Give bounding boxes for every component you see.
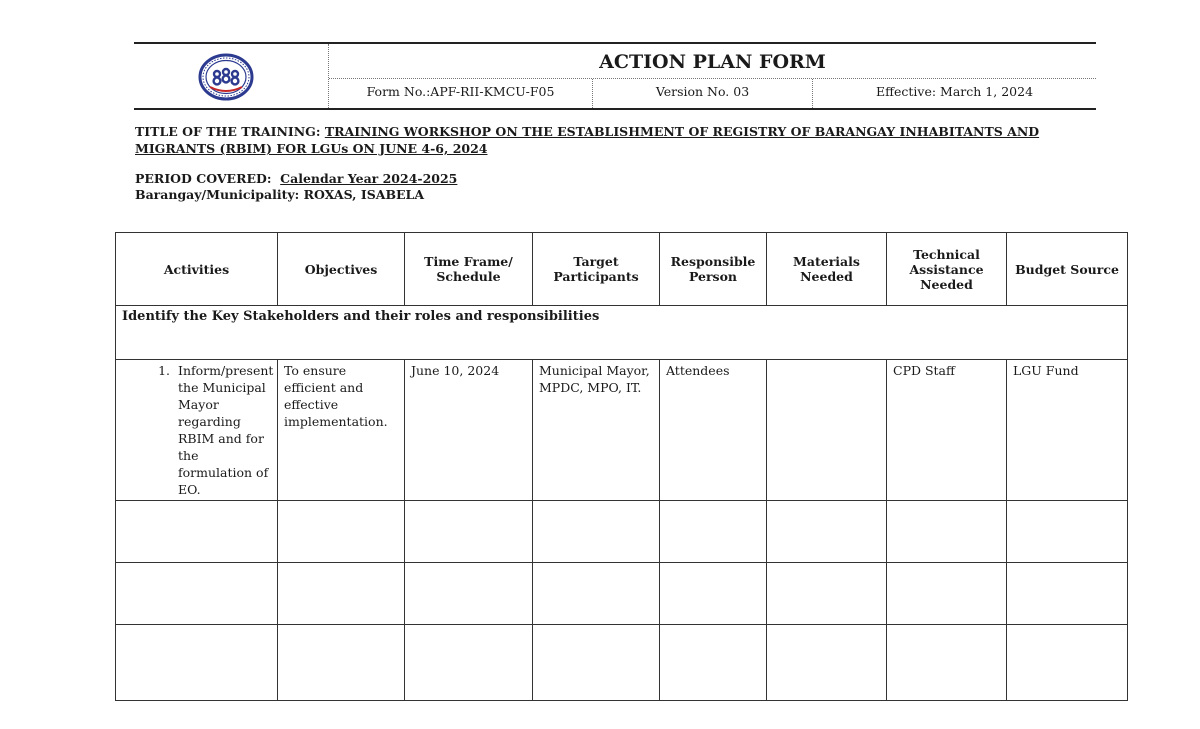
empty-cell: [278, 501, 405, 563]
materials-needed-cell: [767, 360, 887, 501]
target-participants-cell: Municipal Mayor, MPDC, MPO, IT.: [533, 360, 660, 501]
header-time-frame: Time Frame/ Schedule: [405, 233, 533, 306]
form-title: ACTION PLAN FORM: [329, 44, 1096, 79]
header-target-participants: Target Participants: [533, 233, 660, 306]
effective-date: Effective: March 1, 2024: [875, 84, 1034, 99]
header-objectives: Objectives: [278, 233, 405, 306]
period-label: PERIOD COVERED:: [135, 171, 281, 186]
logo-cell: [134, 44, 329, 108]
empty-cell: [533, 501, 660, 563]
period-value: Calendar Year 2024-2025: [280, 171, 458, 186]
empty-table-row: [116, 625, 1128, 701]
empty-cell: [116, 625, 278, 701]
section-title: Identify the Key Stakeholders and their roles and responsibilities: [116, 306, 1128, 360]
empty-cell: [405, 563, 533, 625]
period-block: [135, 171, 457, 203]
barangay-line: [135, 187, 457, 203]
barangay-label: Barangay/Municipality:: [135, 187, 304, 202]
activity-text: Inform/present the Municipal Mayor regarding RBIM and for the formulation of EO.: [178, 363, 274, 497]
form-header: [134, 42, 1096, 110]
empty-cell: [1007, 625, 1128, 701]
empty-cell: [116, 501, 278, 563]
header-activities: Activities: [116, 233, 278, 306]
period-covered-line: [135, 171, 457, 187]
barangay-value: ROXAS, ISABELA: [303, 187, 425, 202]
training-title: TRAINING WORKSHOP ON THE ESTABLISHMENT OF REGISTRY OF BARANGAY INHABITANTS AND MIGRANTS (RBIM) FOR LGUs ON JUNE 4-6, 2024: [135, 124, 1040, 156]
section-row: [116, 306, 1128, 360]
empty-cell: [405, 625, 533, 701]
header-technical-assistance: Technical Assistance Needed: [887, 233, 1007, 306]
form-number: Form No.:APF-RII-KMCU-F05: [329, 79, 593, 108]
empty-cell: [887, 625, 1007, 701]
empty-cell: [767, 563, 887, 625]
empty-cell: [767, 501, 887, 563]
table-header-row: [116, 233, 1128, 306]
empty-table-row: [116, 563, 1128, 625]
training-label: TITLE OF THE TRAINING:: [135, 124, 325, 139]
header-budget-source: Budget Source: [1007, 233, 1128, 306]
empty-cell: [660, 563, 767, 625]
empty-cell: [767, 625, 887, 701]
activity-cell: [116, 360, 278, 501]
agency-seal-icon: [198, 53, 254, 101]
activity-number: 1.: [158, 363, 170, 378]
empty-cell: [887, 563, 1007, 625]
empty-cell: [660, 625, 767, 701]
empty-cell: [278, 563, 405, 625]
empty-cell: [660, 501, 767, 563]
time-frame-cell: June 10, 2024: [405, 360, 533, 501]
header-materials-needed: Materials Needed: [767, 233, 887, 306]
empty-cell: [405, 501, 533, 563]
technical-assistance-cell: CPD Staff: [887, 360, 1007, 501]
training-title-block: [135, 123, 1100, 157]
action-plan-table: [115, 232, 1128, 701]
empty-cell: [533, 625, 660, 701]
version-number: Version No. 03: [593, 79, 813, 108]
responsible-person-cell: Attendees: [660, 360, 767, 501]
empty-cell: [1007, 563, 1128, 625]
empty-cell: [278, 625, 405, 701]
budget-source-cell: LGU Fund: [1007, 360, 1128, 501]
table-row: [116, 360, 1128, 501]
objectives-cell: To ensure efficient and effective implementation.: [278, 360, 405, 501]
empty-cell: [1007, 501, 1128, 563]
empty-table-row: [116, 501, 1128, 563]
header-responsible-person: Responsible Person: [660, 233, 767, 306]
empty-cell: [533, 563, 660, 625]
activity-item: [122, 362, 274, 498]
empty-cell: [116, 563, 278, 625]
empty-cell: [887, 501, 1007, 563]
